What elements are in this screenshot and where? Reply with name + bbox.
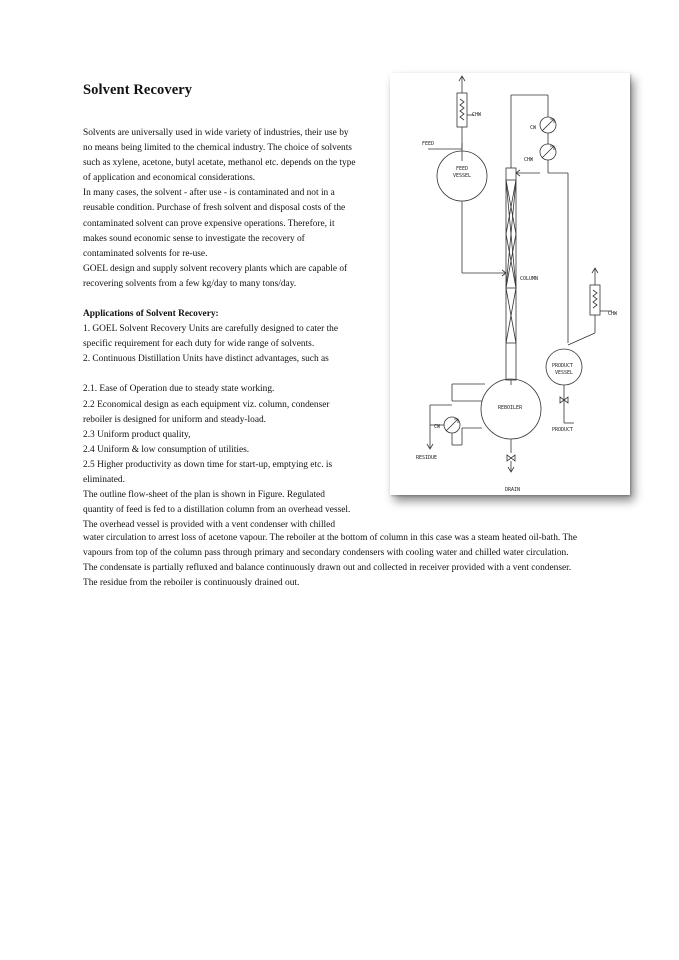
label-cw-left: CW (434, 424, 441, 430)
label-residue: RESIDUE (416, 455, 438, 461)
label-product: PRODUCT (552, 427, 574, 433)
text-line: vapours from top of the column pass through primary and secondary condensers with cooling water and chilled water circulation. (83, 548, 569, 559)
text-line: 2.1. Ease of Operation due to steady state working. (83, 384, 275, 395)
text-line: quantity of feed is fed to a distillation column from an overhead vessel. (83, 505, 351, 516)
text-line: 2.2 Economical design as each equipment viz. column, condenser (83, 399, 330, 410)
process-flow-diagram (390, 73, 630, 495)
text-line: 2.3 Uniform product quality, (83, 429, 191, 440)
label-feed: FEED (422, 141, 435, 147)
text-line: recovering solvents from a few kg/day to many tons/day. (83, 278, 297, 289)
text-line: The outline flow-sheet of the plan is shown in Figure. Regulated (83, 490, 325, 501)
text-line: reboiler is designed for uniform and steady-load. (83, 414, 267, 425)
text-line: eliminated. (83, 474, 125, 485)
product-vessel (546, 268, 612, 423)
text-line: contaminated solvents for re-use. (83, 248, 208, 259)
label-product-vessel-2: VESSEL (555, 370, 574, 376)
label-chw-mid: CHW (524, 157, 534, 163)
reboiler (452, 379, 541, 472)
label-feed-vessel-2: VESSEL (453, 173, 472, 179)
text-line: The condensate is partially refluxed and balance continuously drawn out and collected in receiver provided with a vent condenser. (83, 563, 572, 574)
label-column: COLUMN (520, 276, 539, 282)
advantages-list (83, 382, 383, 533)
text-line: of application and economical considerations. (83, 173, 256, 184)
text-line: such as xylene, acetone, butyl acetate, methanol etc. depends on the type (83, 158, 356, 169)
label-cw-top: CW (530, 125, 537, 131)
text-line: 1. GOEL Solvent Recovery Units are carefully designed to cater the (83, 324, 339, 335)
label-product-vessel-1: PRODUCT (552, 363, 574, 369)
text-line: 2.4 Uniform & low consumption of utilities. (83, 444, 250, 455)
text-line: GOEL design and supply solvent recovery plants which are capable of (83, 263, 348, 274)
page-title: Solvent Recovery (83, 82, 193, 98)
text-line: specific requirement for each duty for wide range of solvents. (83, 339, 315, 350)
intro-paragraph (83, 126, 383, 292)
vent-condenser-top (457, 76, 474, 161)
text-line: The overhead vessel is provided with a vent condenser with chilled (83, 520, 336, 531)
text-line: makes sound economic sense to investigate the recovery of (83, 233, 305, 244)
text-line: In many cases, the solvent - after use - is contaminated and not in a (83, 188, 335, 199)
label-chw-right: CHW (608, 311, 618, 317)
text-line: reusable condition. Purchase of fresh solvent and disposal costs of the (83, 203, 346, 214)
distillation-column (506, 168, 516, 380)
body-text (83, 126, 383, 533)
label-reboiler: REBOILER (498, 405, 523, 411)
feed-vessel (428, 143, 506, 276)
overhead-condensers (511, 95, 568, 343)
flow-diagram-svg (390, 73, 630, 495)
text-line: Solvents are universally used in wide variety of industries, their use by (83, 128, 349, 138)
text-line: water circulation to arrest loss of acetone vapour. The reboiler at the bottom of column in this case was a steam heated oil-bath. The (83, 533, 578, 543)
text-line: contaminated solvent can prove expensive operations. Therefore, it (83, 218, 335, 229)
flowsheet-description (83, 531, 643, 591)
applications-list (83, 322, 383, 367)
text-line: The residue from the reboiler is continuously drained out. (83, 578, 300, 589)
label-drain: DRAIN (505, 487, 521, 493)
applications-heading: Applications of Solvent Recovery: (83, 309, 219, 320)
text-line: 2.5 Higher productivity as down time for start-up, emptying etc. is (83, 459, 333, 470)
text-line: 2. Continuous Distillation Units have distinct advantages, such as (83, 354, 329, 365)
label-chw-top: CHW (472, 112, 482, 118)
label-feed-vessel-1: FEED (456, 166, 469, 172)
text-line: no means being limited to the chemical industry. The choice of solvents (83, 143, 352, 154)
